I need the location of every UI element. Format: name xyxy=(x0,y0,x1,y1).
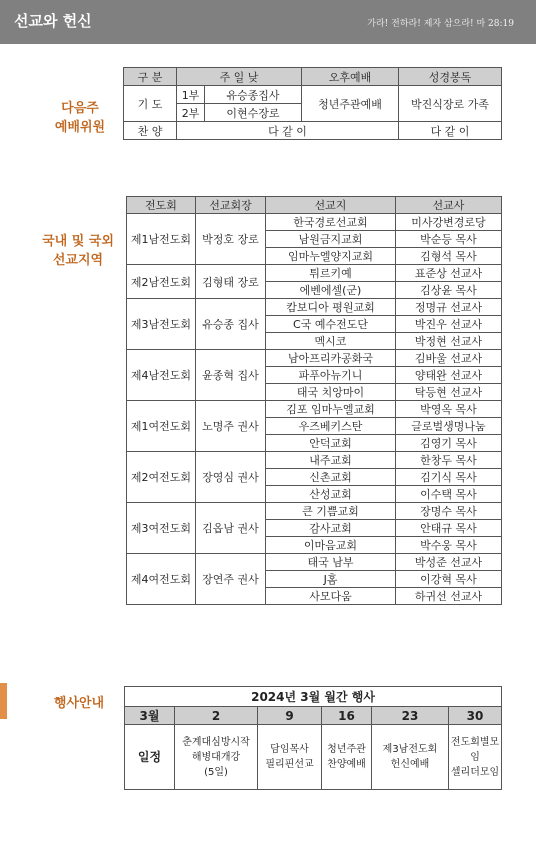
event-line: 담임목사 xyxy=(270,744,309,755)
event-line: 제3남전도회 xyxy=(382,744,438,755)
mission-place: 우즈베키스탄 xyxy=(266,418,396,435)
page-header xyxy=(0,0,536,44)
event-line: 전도회별모임 xyxy=(450,736,500,763)
mission-group-leader: 유승종 집사 xyxy=(196,299,266,350)
mission-group-name: 제4남전도회 xyxy=(127,350,196,401)
mission-place: 큰 기쁨교회 xyxy=(266,503,396,520)
event-cell xyxy=(175,725,258,790)
mission-group-name: 제1여전도회 xyxy=(127,401,196,452)
mission-group-name: 제1남전도회 xyxy=(127,214,196,265)
mission-place: 멕시코 xyxy=(266,333,396,350)
header-verse: 가라! 전하라! 제자 삼으라! 마 28:19 xyxy=(367,19,514,29)
worship-header-afternoon: 오후예배 xyxy=(302,68,399,86)
mission-place: 튀르키예 xyxy=(266,265,396,282)
event-day: 9 xyxy=(258,707,322,725)
part1-name: 유승종집사 xyxy=(205,86,302,104)
mission-group-leader: 장영심 권사 xyxy=(196,452,266,503)
worship-label-line1: 다음주 xyxy=(61,101,99,116)
mission-place: 한국경로선교회 xyxy=(266,214,396,231)
mission-row xyxy=(127,350,502,367)
mission-group-name: 제3남전도회 xyxy=(127,299,196,350)
event-line: 헌신예배 xyxy=(390,759,430,770)
praise-reading-value: 다 같 이 xyxy=(399,122,502,140)
mission-missionary: 양태완 선교사 xyxy=(396,367,502,384)
mission-table-body xyxy=(127,214,502,605)
mission-place: 캄보디아 평원교회 xyxy=(266,299,396,316)
part2-name: 이현수장로 xyxy=(205,104,302,122)
event-day: 2 xyxy=(175,707,258,725)
mission-missionary: 탁등현 선교사 xyxy=(396,384,502,401)
mission-missionary: 장명수 목사 xyxy=(396,503,502,520)
mission-missionary: 박진우 선교사 xyxy=(396,316,502,333)
mission-group-leader: 김형태 장로 xyxy=(196,265,266,299)
mission-place: 태국 남부 xyxy=(266,554,396,571)
mission-missionary: 박성준 선교사 xyxy=(396,554,502,571)
mission-missionary: 박순등 목사 xyxy=(396,231,502,248)
mission-group-name: 제2남전도회 xyxy=(127,265,196,299)
mission-group-leader: 박정호 장로 xyxy=(196,214,266,265)
mission-place: 남아프리카공화국 xyxy=(266,350,396,367)
reading-value: 박진식장로 가족 xyxy=(399,86,502,122)
mission-label-line2: 선교지역 xyxy=(52,253,104,268)
event-cell xyxy=(322,725,372,790)
mission-group-name: 제2여전도회 xyxy=(127,452,196,503)
event-line: 해병대개강 xyxy=(191,751,241,763)
worship-header-category: 구 분 xyxy=(124,68,177,86)
event-cell xyxy=(449,725,502,790)
mission-section-label xyxy=(30,232,126,270)
mission-row xyxy=(127,554,502,571)
mission-header-group: 전도회 xyxy=(127,197,196,214)
mission-group-leader: 장연주 권사 xyxy=(196,554,266,605)
mission-place: 감사교회 xyxy=(266,520,396,537)
event-line: 청년주관 xyxy=(327,744,366,755)
mission-row xyxy=(127,299,502,316)
event-cell xyxy=(372,725,449,790)
mission-place: 신촌교회 xyxy=(266,469,396,486)
mission-place: 이마음교회 xyxy=(266,537,396,554)
page-title: 선교와 헌신 xyxy=(14,12,92,30)
mission-header-place: 선교지 xyxy=(266,197,396,214)
mission-group-leader: 윤종혁 집사 xyxy=(196,350,266,401)
event-day: 30 xyxy=(449,707,502,725)
mission-missionary: 표준상 선교사 xyxy=(396,265,502,282)
mission-place: 내주교회 xyxy=(266,452,396,469)
mission-missionary: 박수웅 목사 xyxy=(396,537,502,554)
event-line: (5일) xyxy=(204,766,228,778)
events-title: 2024년 3월 월간 행사 xyxy=(125,687,502,707)
mission-place: C국 예수전도단 xyxy=(266,316,396,333)
mission-place: 안덕교회 xyxy=(266,435,396,452)
mission-table xyxy=(126,196,502,605)
mission-group-name: 제3여전도회 xyxy=(127,503,196,554)
mission-missionary: 박정현 선교사 xyxy=(396,333,502,350)
worship-header-sunday: 주 일 낮 xyxy=(177,68,302,86)
mission-missionary: 박영옥 목사 xyxy=(396,401,502,418)
mission-group-leader: 김옵남 권사 xyxy=(196,503,266,554)
mission-missionary: 이강혁 목사 xyxy=(396,571,502,588)
monthly-events-table xyxy=(124,686,502,790)
mission-place: J홈 xyxy=(266,571,396,588)
mission-place: 파푸아뉴기니 xyxy=(266,367,396,384)
praise-value: 다 같 이 xyxy=(177,122,399,140)
event-line: 춘계대심방시작 xyxy=(182,736,250,748)
worship-section-label xyxy=(42,99,118,137)
mission-place: 남원금지교회 xyxy=(266,231,396,248)
event-line: 찬양예배 xyxy=(327,759,366,770)
part1-label: 1부 xyxy=(177,86,205,104)
mission-missionary: 하귀선 선교사 xyxy=(396,588,502,605)
mission-group-name: 제4여전도회 xyxy=(127,554,196,605)
worship-label-line2: 예배위원 xyxy=(54,120,106,135)
events-section-label: 행사안내 xyxy=(53,696,105,711)
mission-missionary: 한창두 목사 xyxy=(396,452,502,469)
mission-place: 김포 임마누엘교회 xyxy=(266,401,396,418)
mission-missionary: 안태규 목사 xyxy=(396,520,502,537)
mission-place: 임마누엘양지교회 xyxy=(266,248,396,265)
mission-row xyxy=(127,401,502,418)
mission-row xyxy=(127,452,502,469)
events-month: 3월 xyxy=(125,707,175,725)
mission-missionary: 김바울 선교사 xyxy=(396,350,502,367)
mission-place: 태국 치앙마이 xyxy=(266,384,396,401)
mission-place: 산성교회 xyxy=(266,486,396,503)
mission-missionary: 김영기 목사 xyxy=(396,435,502,452)
mission-place: 사모다움 xyxy=(266,588,396,605)
mission-missionary: 글로벌생명나눔 xyxy=(396,418,502,435)
events-row-label: 일정 xyxy=(125,725,175,790)
event-line: 셀리더모임 xyxy=(450,766,500,778)
mission-label-line1: 국내 및 국외 xyxy=(42,234,114,249)
worship-committee-table xyxy=(123,67,502,140)
afternoon-value: 청년주관예배 xyxy=(302,86,399,122)
mission-header-leader: 선교회장 xyxy=(196,197,266,214)
mission-header-missionary: 선교사 xyxy=(396,197,502,214)
mission-place: 에벤에셀(군) xyxy=(266,282,396,299)
mission-row xyxy=(127,503,502,520)
mission-missionary: 정명규 선교사 xyxy=(396,299,502,316)
praise-label: 찬 양 xyxy=(124,122,177,140)
mission-row xyxy=(127,265,502,282)
mission-missionary: 김형석 목사 xyxy=(396,248,502,265)
mission-missionary: 이수택 목사 xyxy=(396,486,502,503)
worship-header-reading: 성경봉독 xyxy=(399,68,502,86)
event-day: 16 xyxy=(322,707,372,725)
event-cell xyxy=(258,725,322,790)
event-day: 23 xyxy=(372,707,449,725)
mission-group-leader: 노명주 권사 xyxy=(196,401,266,452)
part2-label: 2부 xyxy=(177,104,205,122)
events-side-bar xyxy=(0,683,7,719)
prayer-label: 기 도 xyxy=(124,86,177,122)
mission-missionary: 미사강변경로당 xyxy=(396,214,502,231)
mission-row xyxy=(127,214,502,231)
mission-missionary: 김기식 목사 xyxy=(396,469,502,486)
event-line: 필리핀선교 xyxy=(265,759,314,770)
mission-missionary: 김상윤 목사 xyxy=(396,282,502,299)
